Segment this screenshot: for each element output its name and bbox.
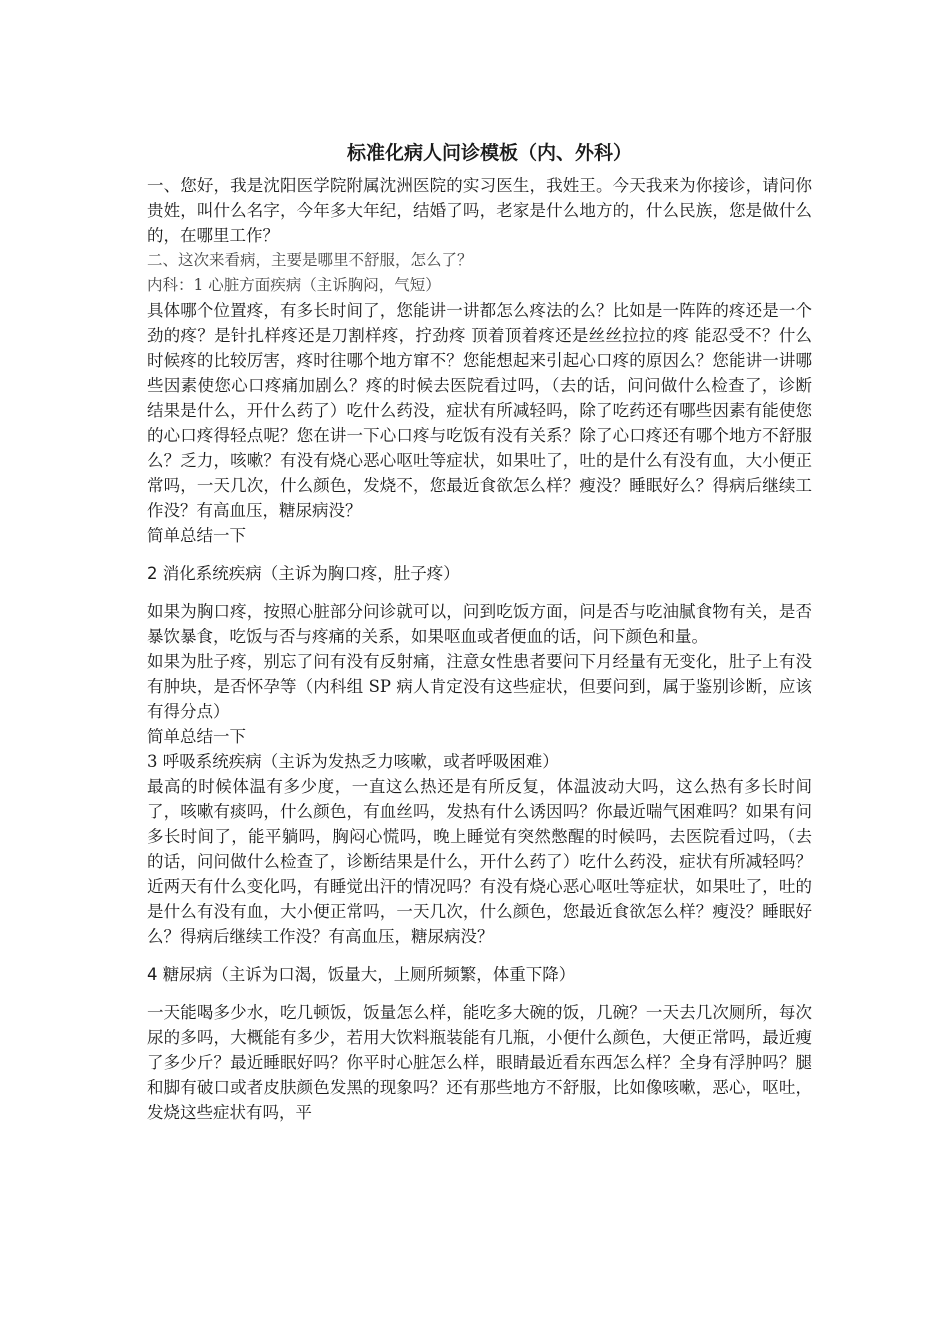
document-title: 标准化病人问诊模板（内、外科） xyxy=(346,142,632,164)
digestive-heading: 2 消化系统疾病（主诉为胸口疼，肚子疼） xyxy=(147,564,460,583)
diabetes-paragraph: 一天能喝多少水，吃几顿饭，饭量怎么样，能吃多大碗的饭，几碗？一天去几次厕所，每次尿的多吗，大概能有多少，若用大饮料瓶装能有几瓶，小便什么颜色，大便正常吗，最近瘦了多少斤？最近睡眠好吗？你平时心脏怎么样，眼睛最近看东西怎么样？全身有浮肿吗？腿和脚有破口或者皮肤颜色发黑的现象吗？还有那些地方不舒服，比如像咳嗽，恶心，呕吐，发烧这些症状有吗，平 xyxy=(147,1003,812,1122)
chief-complaint-question: 二、这次来看病，主要是哪里不舒服，怎么了？ xyxy=(147,251,473,269)
digestive-paragraph-2: 如果为肚子疼，别忘了问有没有反射痛，注意女性患者要问下月经量有无变化，肚子上有没有肿块，是否怀孕等（内科组 SP 病人肯定没有这些症状，但要问到，属于鉴别诊断，应该有得分点） xyxy=(147,652,812,721)
cardiac-paragraph: 具体哪个位置疼，有多长时间了，您能讲一讲都怎么疼法的么？比如是一阵阵的疼还是一个劲的疼？是针扎样疼还是刀割样疼，拧劲疼 顶着顶着疼还是丝丝拉拉的疼 能忍受不？什么时候疼的比较厉害，疼时往哪个地方窜不？您能想起来引起心口疼的原因么？您能讲一讲哪些因素使您心口疼痛加剧么？疼的时候去医院看过吗，（去的话，问问做什么检查了，诊断结果是什么，开什么药了）吃什么药没，症状有所减轻吗，除了吃药还有哪些因素有能使您的心口疼得轻点呢？您在讲一下心口疼与吃饭有没有关系？除了心口疼还有哪个地方不舒服么？乏力，咳嗽？有没有烧心恶心呕吐等症状，如果吐了，吐的是什么有没有血，大小便正常吗，一天几次，什么颜色，发烧不，您最近食欲怎么样？瘦没？睡眠好么？得病后继续工作没？有高血压，糖尿病没？ xyxy=(147,301,812,520)
respiratory-heading: 3 呼吸系统疾病（主诉为发热乏力咳嗽，或者呼吸困难） xyxy=(147,752,559,771)
internal-medicine-heading: 内科：1 心脏方面疾病（主诉胸闷，气短） xyxy=(147,276,441,294)
intro-paragraph: 一、您好，我是沈阳医学院附属沈洲医院的实习医生，我姓王。今天我来为你接诊，请问你贵姓，叫什么名字，今年多大年纪，结婚了吗，老家是什么地方的，什么民族，您是做什么的，在哪里工作？ xyxy=(147,176,812,245)
diabetes-heading: 4 糖尿病（主诉为口渴，饭量大，上厕所频繁，体重下降） xyxy=(147,965,576,984)
respiratory-paragraph: 最高的时候体温有多少度，一直这么热还是有所反复，体温波动大吗，这么热有多长时间了，咳嗽有痰吗，什么颜色，有血丝吗，发热有什么诱因吗？你最近喘气困难吗？如果有问多长时间了，能平躺吗，胸闷心慌吗，晚上睡觉有突然憋醒的时候吗，去医院看过吗，（去的话，问问做什么检查了，诊断结果是什么，开什么药了）吃什么药没，症状有所减轻吗？近两天有什么变化吗，有睡觉出汗的情况吗？有没有烧心恶心呕吐等症状，如果吐了，吐的是什么有没有血，大小便正常吗，一天几次，什么颜色，您最近食欲怎么样？瘦没？睡眠好么？得病后继续工作没？有高血压，糖尿病没？ xyxy=(147,777,812,946)
summary-line-2: 简单总结一下 xyxy=(147,727,246,746)
digestive-paragraph-1: 如果为胸口疼，按照心脏部分问诊就可以，问到吃饭方面，问是否与吃油腻食物有关，是否暴饮暴食，吃饭与否与疼痛的关系，如果呕血或者便血的话，问下颜色和量。 xyxy=(147,602,812,646)
summary-line-1: 简单总结一下 xyxy=(147,526,246,545)
document-page xyxy=(147,140,812,1125)
